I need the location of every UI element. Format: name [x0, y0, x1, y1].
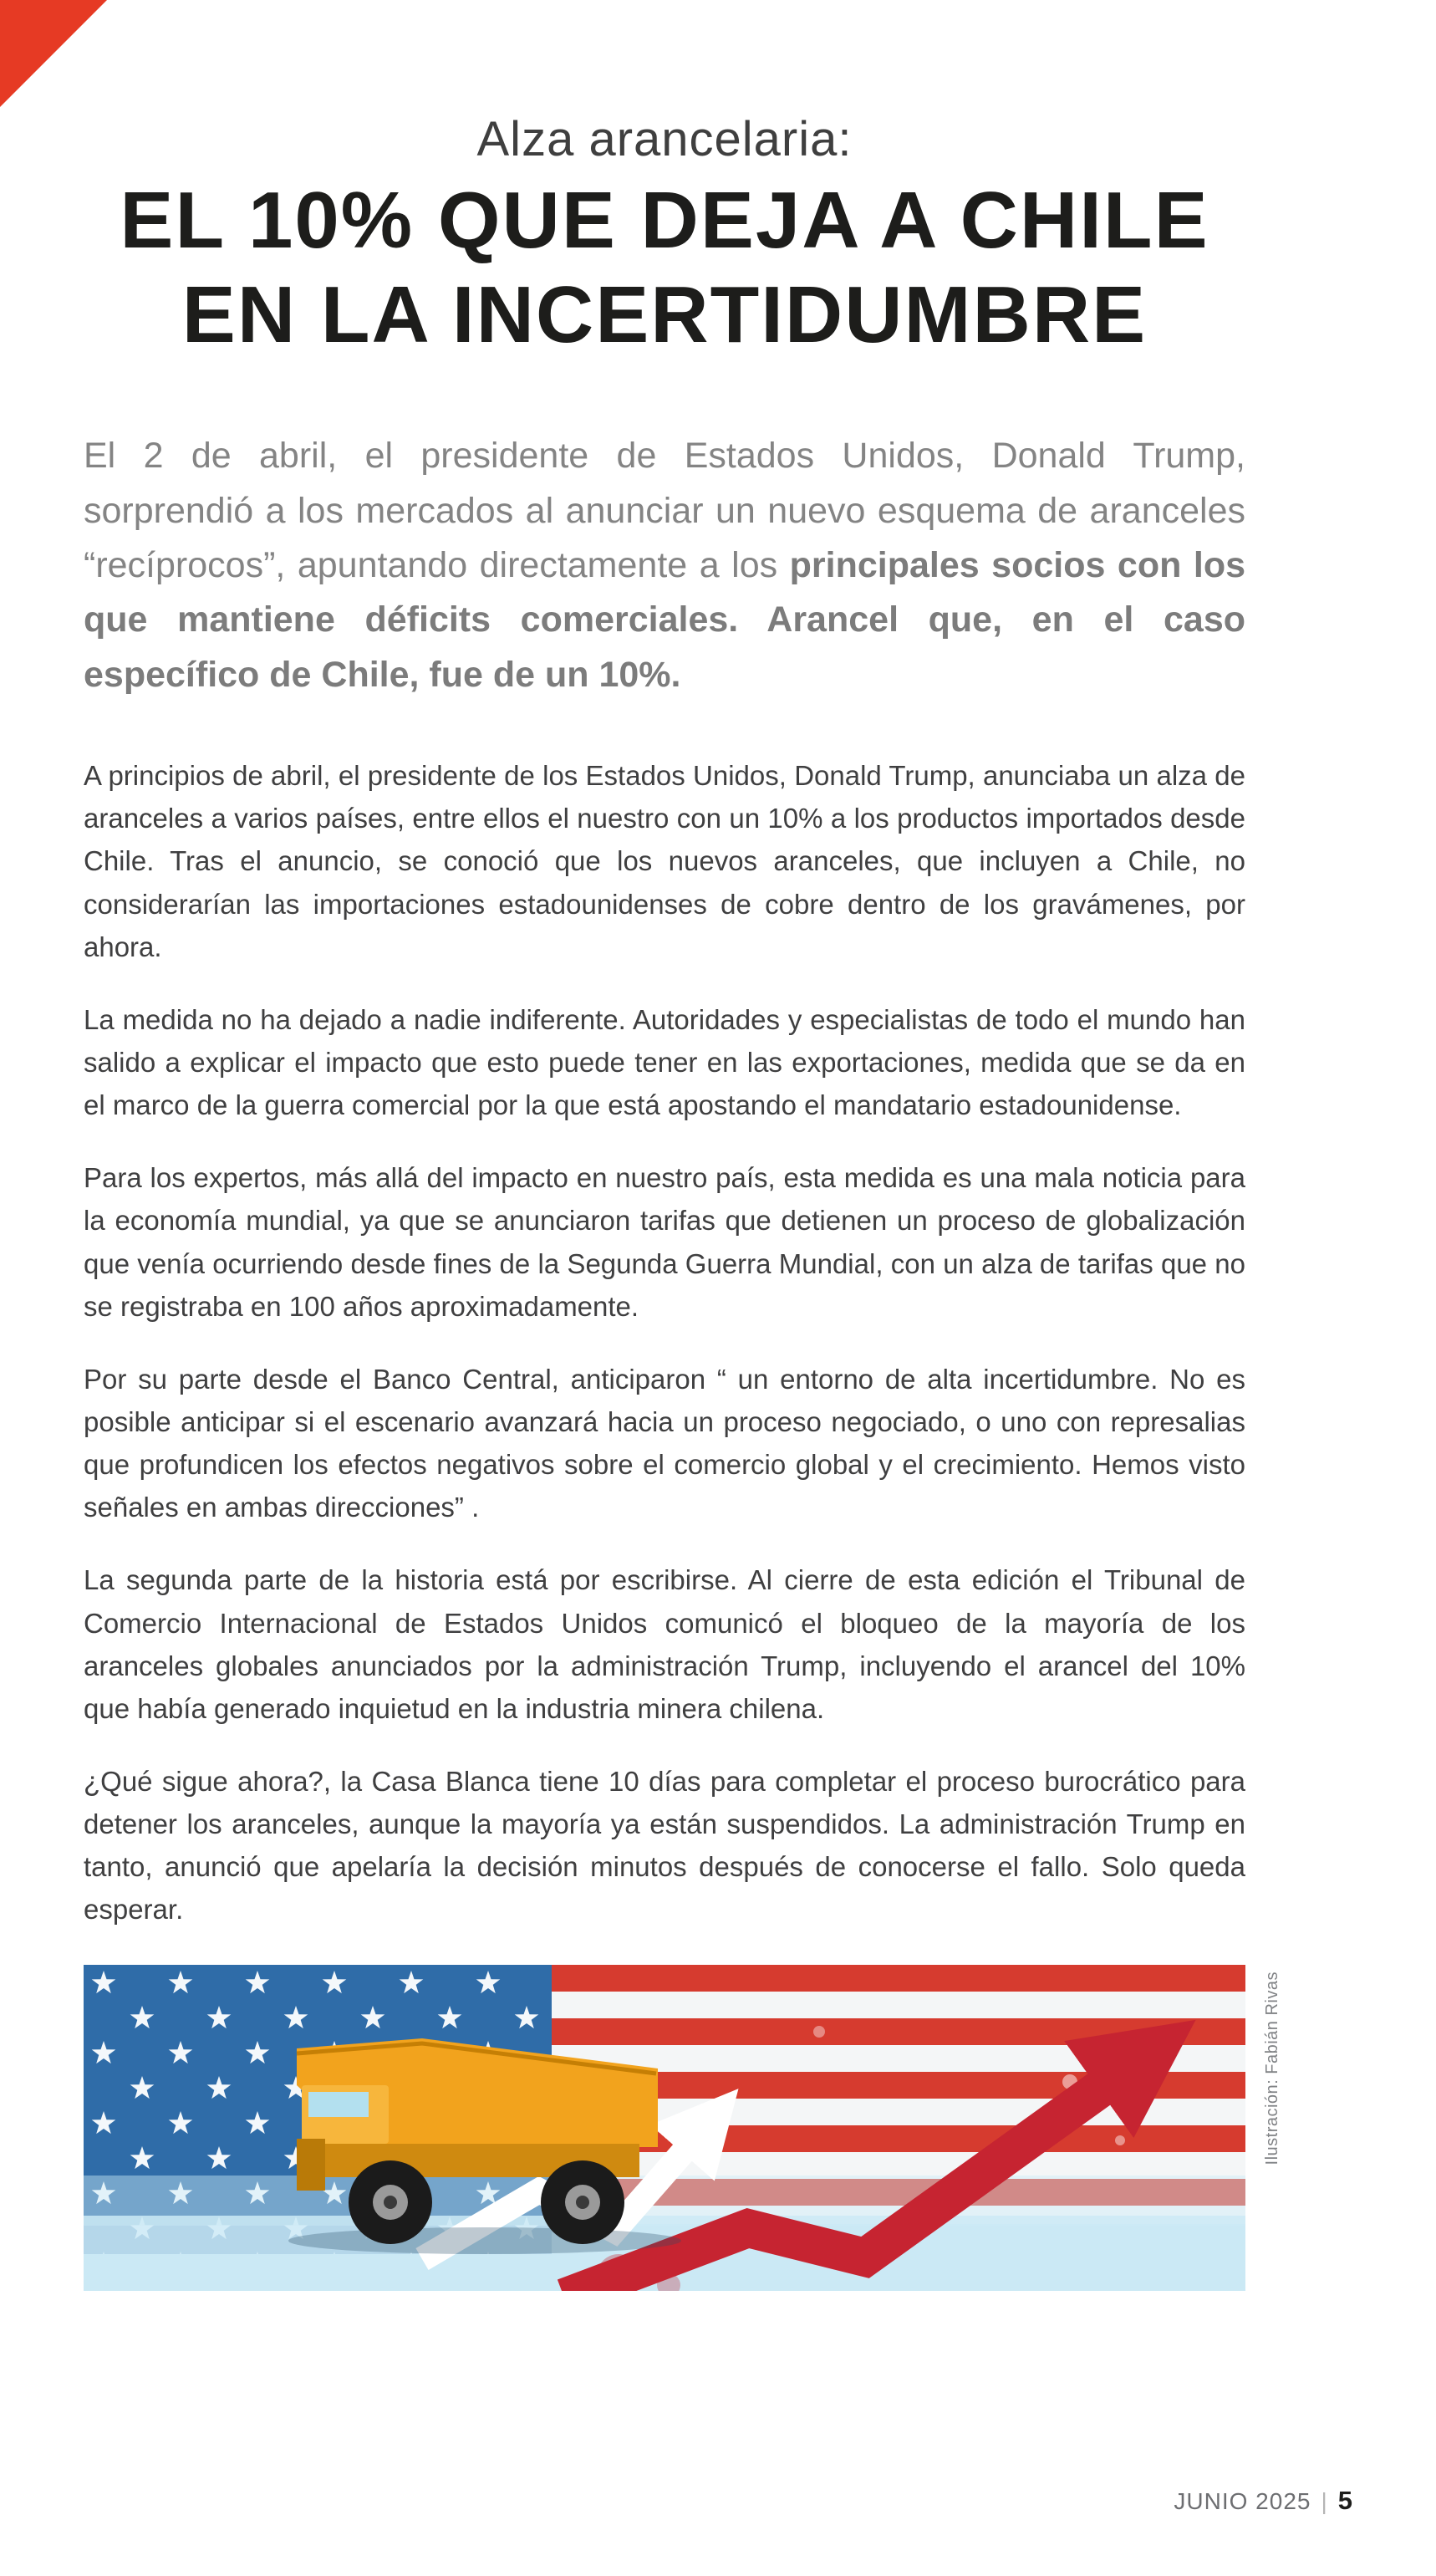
tariff-illustration	[84, 1965, 1281, 2291]
footer-page-number: 5	[1337, 2486, 1352, 2515]
article-paragraph: A principios de abril, el presidente de los Estados Unidos, Donald Trump, anunciaba un alza de aranceles a varios países, entre ellos el nuestro con un 10% a los productos importados desde Chile. Tras el anuncio, se conoció que los nuevos aranceles, que incluyen a Chile, no considerarían las importaciones estadounidenses de cobre dentro de los gravámenes, por ahora.	[84, 760, 1245, 962]
lede-bold-text: principales socios con los que mantiene déficits comerciales. Arancel que, en el caso específico de Chile, fue de un 10%.	[84, 545, 1245, 695]
lede-normal-text: El 2 de abril, el presidente de Estados Unidos, Donald Trump, sorprendió a los mercados al anunciar un nuevo esquema de aranceles “recíprocos”, apuntando directamente a los	[84, 436, 1245, 586]
article-paragraph: ¿Qué sigue ahora?, la Casa Blanca tiene 10 días para completar el proceso burocrático para detener los aranceles, aunque la mayoría ya están suspendidos. La administración Trump en tanto, anunció que apelaría la decisión minutos después de conocerse el fallo. Solo queda esperar.	[84, 1765, 1245, 1926]
article-content	[84, 112, 1281, 2291]
article-title	[84, 173, 1245, 363]
article-body	[84, 754, 1245, 1931]
tariff-illustration-graphic	[84, 1965, 1245, 2291]
footer-separator: |	[1321, 2488, 1328, 2514]
article-lede	[84, 429, 1245, 702]
article-kicker: Alza arancelaria:	[476, 112, 853, 166]
article-title-line1: EL 10% QUE DEJA A CHILE	[120, 175, 1209, 265]
illustration-credit: Ilustración: Fabián Rivas	[1263, 1971, 1281, 2165]
footer-date: JUNIO 2025	[1174, 2488, 1311, 2514]
article-paragraph: La segunda parte de la historia está por escribirse. Al cierre de esta edición el Tribunal de Comercio Internacional de Estados Unidos comunicó el bloqueo de la mayoría de los aranceles globales anunciados por la administración Trump, incluyendo el arancel del 10% que había generado inquietud en la industria minera chilena.	[84, 1564, 1245, 1724]
article-paragraph: Para los expertos, más allá del impacto en nuestro país, esta medida es una mala noticia para la economía mundial, ya que se anunciaron tarifas que detienen un proceso de globalización que venía ocurriendo desde fines de la Segunda Guerra Mundial, con un alza de tarifas que no se registraba en 100 años aproximadamente.	[84, 1162, 1245, 1322]
corner-accent-triangle	[0, 0, 107, 107]
article-paragraph: La medida no ha dejado a nadie indiferente. Autoridades y especialistas de todo el mundo han salido a explicar el impacto que esto puede tener en las exportaciones, medida que se da en el marco de la guerra comercial por la que está apostando el mandatario estadounidense.	[84, 1003, 1245, 1121]
article-title-line2: EN LA INCERTIDUMBRE	[181, 270, 1148, 360]
page-footer	[1174, 2486, 1352, 2516]
article-paragraph: Por su parte desde el Banco Central, anticiparon “ un entorno de alta incertidumbre. No es posible anticipar si el escenario avanzará hacia un proceso negociado, o uno con represalias que profundicen los efectos negativos sobre el comercio global y el crecimiento. Hemos visto señales en ambas direcciones” .	[84, 1363, 1245, 1523]
